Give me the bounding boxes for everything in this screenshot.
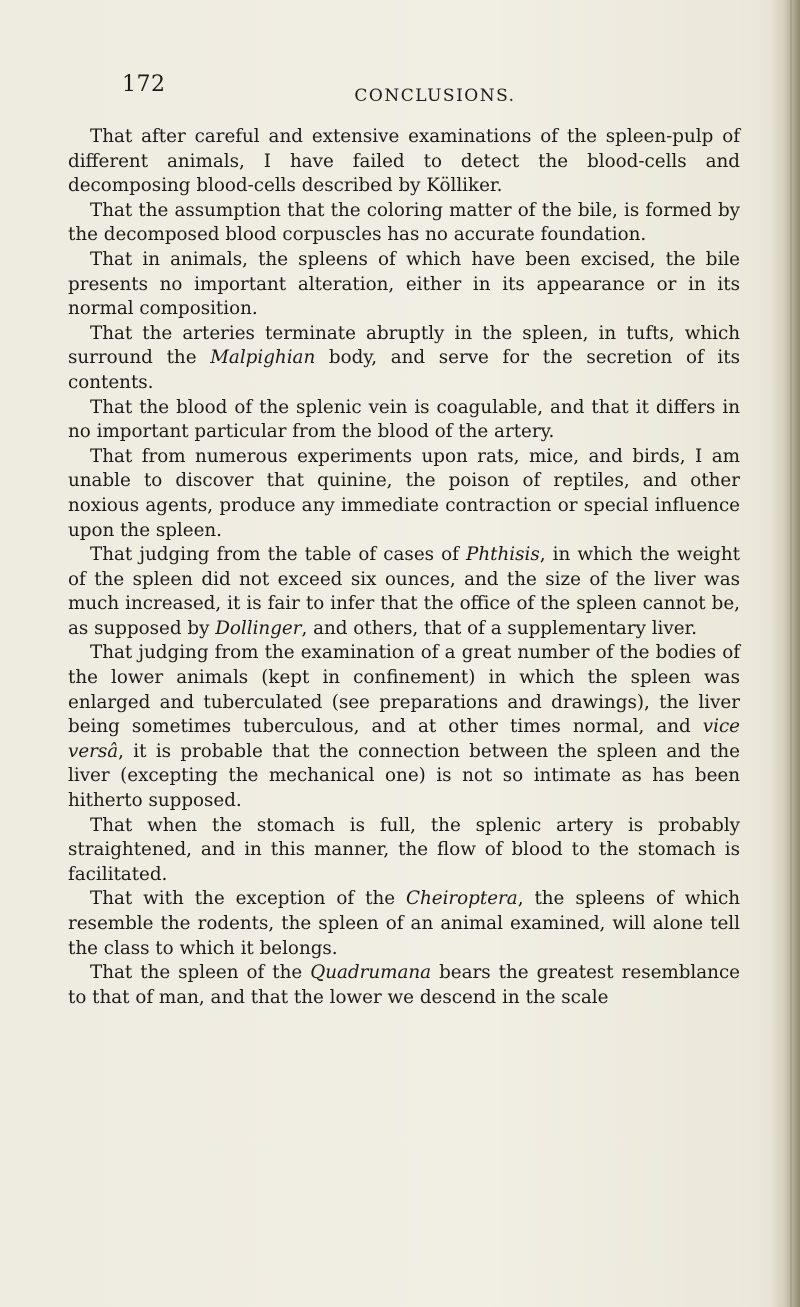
paragraph-8: That judging from the examination of a great number of the bodies of the lower animals (kept in confinement) in which the spleen was enlarged and tuberculated (see preparations and drawings), the liver being sometimes tuberculous, and at other times normal, and vice versâ, it is probable that the connection between the spleen and the liver (excepting the mechanical one) is not so intimate as has been hitherto supposed.: [68, 642, 740, 812]
italic-term: Dollinger: [215, 617, 302, 639]
italic-term: vice versâ: [68, 716, 740, 762]
paragraph-11: That the spleen of the Quadrumana bears the greatest resemblance to that of man, and that the lower we descend in the scale: [68, 962, 741, 1008]
paragraph-10: That with the exception of the Cheiroptera, the spleens of which resemble the rodents, the spleen of an animal examined, will alone tell the class to which it belongs.: [68, 888, 740, 959]
italic-term: Phthisis: [466, 544, 540, 566]
running-head: CONCLUSIONS.: [354, 86, 516, 106]
paragraph-6: That from numerous experiments upon rats, mice, and birds, I am unable to discover that quinine, the poison of reptiles, and other noxious agents, produce any immediate contraction or special influence upon the spleen.: [68, 445, 740, 541]
body-text: [68, 125, 740, 1010]
paragraph-4: That the arteries terminate abruptly in the spleen, in tufts, which surround the Malpighian body, and serve for the secretion of its contents.: [68, 322, 741, 393]
page-number: 172: [122, 72, 166, 97]
page-edge-line: [790, 0, 792, 1307]
italic-term: Quadrumana: [310, 962, 432, 984]
paragraph-9: That when the stomach is full, the splenic artery is probably straightened, and in this manner, the flow of blood to the stomach is facilitated.: [68, 814, 740, 885]
paragraph-1: That after careful and extensive examinations of the spleen-pulp of different animals, I have failed to detect the blood-cells and decomposing blood-cells described by Kölliker.: [68, 126, 740, 197]
paragraph-7: That judging from the table of cases of Phthisis, in which the weight of the spleen did not exceed six ounces, and the size of the liver was much increased, it is fair to infer that the office of the spleen cannot be, as supposed by Dollinger, and others, that of a supplementary liver.: [68, 544, 740, 639]
paragraph-2: That the assumption that the coloring matter of the bile, is formed by the decomposed blood corpuscles has no accurate foundation.: [68, 199, 740, 246]
paragraph-5: That the blood of the splenic vein is coagulable, and that it differs in no important particular from the blood of the artery.: [68, 396, 740, 443]
italic-term: Malpighian: [210, 347, 316, 369]
paragraph-3: That in animals, the spleens of which have been excised, the bile presents no important alteration, either in its appearance or in its normal composition.: [68, 248, 740, 320]
page-edge-shadow: [772, 0, 800, 1307]
italic-term: Cheiroptera: [406, 888, 518, 910]
